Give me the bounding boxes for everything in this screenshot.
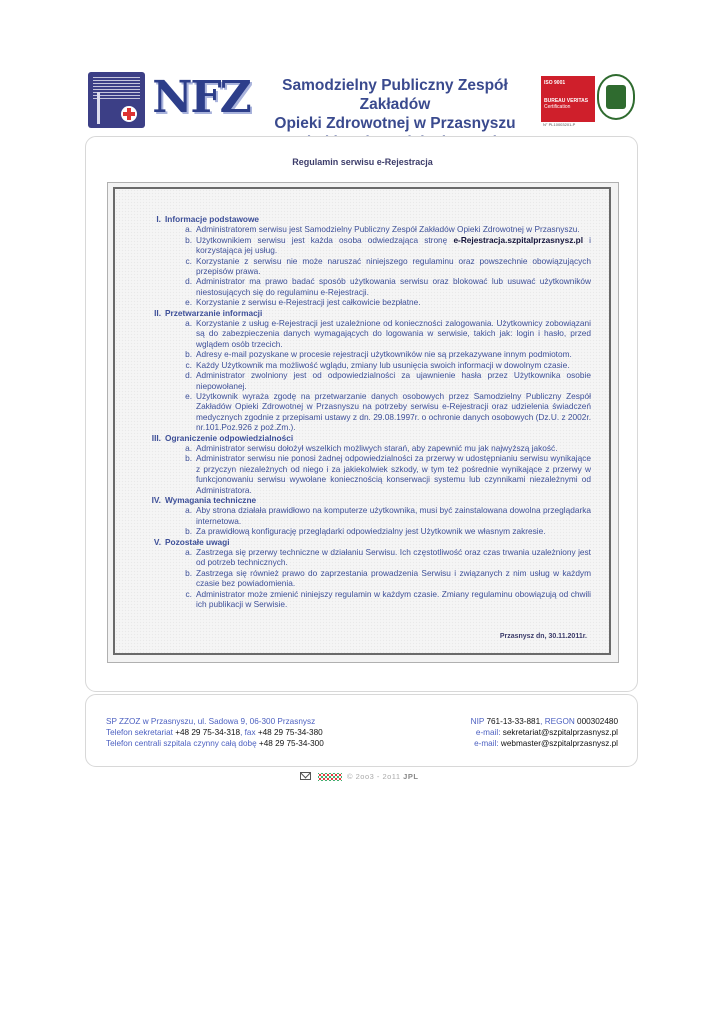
regulation-item <box>185 547 591 568</box>
regulation-item <box>185 453 591 495</box>
item-letter: c. <box>185 255 192 266</box>
item-letter: a. <box>185 318 192 329</box>
item-text: Korzystanie z serwisu nie może naruszać niniejszego regulaminu oraz powszechnie obowiązujących przepisów prawa. <box>196 255 591 277</box>
color-dots-icon <box>318 773 342 781</box>
email-label: e-mail: <box>474 739 501 748</box>
item-text: Administrator ma prawo badać sposób użytkowania serwisu oraz blokować lub usuwać użytkowników niestosujących się do regulaminu e-Rejestracji. <box>196 276 591 297</box>
regulations-list <box>119 214 591 609</box>
nip-value: 761-13-33-881 <box>486 717 541 726</box>
section-heading <box>119 308 591 318</box>
regulation-section <box>119 214 591 308</box>
site-link[interactable]: e-Rejestracja.szpitalprzasnysz.pl <box>453 234 584 245</box>
regon-value: 000302480 <box>577 717 618 726</box>
secretary-label: Telefon sekretariat <box>106 728 176 737</box>
section-items <box>119 318 591 432</box>
regulation-section <box>119 495 591 537</box>
nfz-logo-text: NFZ <box>152 74 250 123</box>
caduceus-icon <box>97 92 100 124</box>
item-text: Administrator zwolniony jest od odpowiedzialności za ujawnienie hasła przez Użytkownika osobie niepowołanej. <box>196 370 591 391</box>
site-title-line-2: Opieki Zdrowotnej w Przasnyszu <box>274 115 516 132</box>
footer-identifiers <box>400 716 618 749</box>
section-heading-text: Informacje podstawowe <box>165 214 260 224</box>
section-heading-text: Przetwarzanie informacji <box>165 307 263 318</box>
item-letter: b. <box>185 526 192 537</box>
section-heading <box>119 537 591 547</box>
item-text: Administratorem serwisu jest Samodzielny Publiczny Zespół Zakładów Opieki Zdrowotnej w Przasnyszu. <box>196 224 580 235</box>
item-letter: b. <box>185 567 192 578</box>
section-number: V. <box>153 536 161 547</box>
footer-nip-regon <box>400 716 618 727</box>
regulation-item <box>185 588 591 610</box>
regulation-section <box>119 433 591 495</box>
section-heading-text: Pozostałe uwagi <box>165 536 230 547</box>
bottom-bar <box>0 771 725 785</box>
regulation-item <box>185 255 591 277</box>
regulation-item <box>185 359 591 370</box>
regulation-item <box>185 318 591 349</box>
footer-address: SP ZZOZ w Przasnyszu, ul. Sadowa 9, 06-300 Przasnysz <box>106 717 316 726</box>
nip-label: NIP <box>470 717 487 726</box>
section-items <box>119 224 591 307</box>
footer-contact <box>106 716 324 749</box>
item-text: Użytkownikiem serwisu jest każda osoba odwiedzająca stronę <box>196 234 454 245</box>
section-items <box>119 443 591 495</box>
footer-email-secretary <box>400 727 618 738</box>
email-label: e-mail: <box>475 728 503 737</box>
item-text: Administrator może zmienić niniejszy regulamin w każdym czasie. Zmiany regulaminu obowiązują od chwili ich publikacji w Serwisie. <box>196 588 591 610</box>
hospital-logo[interactable] <box>88 72 145 128</box>
item-letter: d. <box>185 276 192 287</box>
regulations-date: Przasnysz dn, 30.11.2011r. <box>499 633 587 640</box>
regulation-section <box>119 308 591 433</box>
email-secretary-link[interactable]: sekretariat@szpitalprzasnysz.pl <box>502 728 618 737</box>
fax-label: , fax <box>240 728 258 737</box>
section-items <box>119 505 591 536</box>
item-text: Zastrzega się przerwy techniczne w działaniu Serwisu. Ich częstotliwość oraz czas trwania uzależniony jest od potrzeb technicznych. <box>196 547 591 568</box>
switchboard-label: Telefon centrali szpitala czynny całą dobę <box>106 739 259 748</box>
regulation-item <box>185 526 591 537</box>
section-heading-text: Wymagania techniczne <box>165 494 257 505</box>
item-letter: c. <box>185 359 192 370</box>
item-letter: a. <box>185 442 192 453</box>
section-number: I. <box>156 214 161 224</box>
item-letter: d. <box>185 370 192 381</box>
copyright-author: JPL <box>403 772 419 781</box>
regulation-item <box>185 442 591 453</box>
page-header <box>88 70 636 132</box>
item-letter: e. <box>185 297 192 308</box>
nfz-logo[interactable] <box>150 74 252 128</box>
section-number: II. <box>154 307 161 318</box>
iso-certificate-badge <box>541 76 595 122</box>
certification-label: Certification <box>544 104 571 110</box>
mail-icon[interactable] <box>300 772 311 780</box>
section-number: III. <box>151 432 161 443</box>
item-letter: b. <box>185 453 192 464</box>
secretary-phone[interactable]: +48 29 75-34-318 <box>175 728 241 737</box>
email-webmaster-link[interactable]: webmaster@szpitalprzasnysz.pl <box>500 739 618 748</box>
regulation-item <box>185 234 592 256</box>
item-text: Za prawidłową konfigurację przeglądarki odpowiedzialny jest Użytkownik we własnym zakresie. <box>196 526 546 537</box>
regulation-item <box>185 276 591 297</box>
item-letter: a. <box>185 547 192 557</box>
regulation-item <box>185 567 591 589</box>
section-heading <box>119 433 591 443</box>
switchboard-phone[interactable]: +48 29 75-34-300 <box>258 739 324 748</box>
footer-email-webmaster <box>400 738 618 749</box>
section-heading-text: Ograniczenie odpowiedzialności <box>165 432 294 443</box>
regulation-item <box>185 224 591 235</box>
item-text: Adresy e-mail pozyskane w procesie rejestracji użytkowników nie są przekazywane innym podmiotom. <box>196 349 572 360</box>
item-letter: b. <box>185 349 192 360</box>
regulation-item <box>185 505 591 526</box>
item-text: Zastrzega się również prawo do zaprzestania prowadzenia Serwisu i związanych z nim usług w każdym czasie bez powiadomienia. <box>196 567 591 589</box>
item-letter: a. <box>185 505 192 516</box>
item-text: Administrator serwisu dołożył wszelkich możliwych starań, aby zapewnić mu jak najwyższą jakość. <box>196 442 558 453</box>
item-letter: a. <box>185 224 192 235</box>
section-items <box>119 547 591 609</box>
item-text: i korzystająca jej usług. <box>196 234 592 256</box>
section-heading <box>119 495 591 505</box>
footer-phones <box>106 727 324 738</box>
item-letter: b. <box>185 234 192 245</box>
bureau-veritas-label: BUREAU VERITAS <box>544 98 589 104</box>
regon-label: , REGON <box>540 717 578 726</box>
hospital-logo-text <box>93 77 140 99</box>
item-text: Korzystanie z usług e-Rejestracji jest uzależnione od konieczności zalogowania. Użytkownicy zobowiązani są do zabezpieczenia danych wymagających do logowania w serwisie, takich jak: login i hasło, przed wglądem osób trzecich. <box>196 318 591 349</box>
item-letter: c. <box>185 588 192 599</box>
page-title: Regulamin serwisu e-Rejestracja <box>292 157 433 167</box>
regulation-item <box>185 370 591 391</box>
copyright-text: © 2oo3 - 2o11 <box>347 772 404 781</box>
regulation-item <box>185 349 591 360</box>
iso-label: ISO 9001 <box>544 80 566 86</box>
regulation-item <box>185 297 591 308</box>
certificate-number: N° PL10003201-P <box>543 122 576 127</box>
red-cross-icon <box>121 106 137 122</box>
regulation-item <box>185 390 591 433</box>
bureau-veritas-seal-icon <box>597 74 635 120</box>
section-number: IV. <box>151 494 161 505</box>
section-heading <box>119 214 591 224</box>
item-text: Aby strona działała prawidłowo na komputerze użytkownika, musi być zainstalowana dowolna przeglądarka internetowa. <box>196 505 591 526</box>
item-letter: e. <box>185 390 192 401</box>
item-text: Administrator serwisu nie ponosi żadnej odpowiedzialności za przerwy w udostępnianiu serwisu wynikające z przyczyn niezależnych od niego i za jakiekolwiek szkody, w tym też pośrednie wynikające z przerwy w funkcjonowaniu serwisu wywołane koniecznością konserwacji systemu lub czynnikami niezależnymi od Administratora. <box>196 453 591 495</box>
footer-switchboard <box>106 738 324 749</box>
item-text: Korzystanie z serwisu e-Rejestracji jest całkowicie bezpłatne. <box>196 297 421 308</box>
fax-number: +48 29 75-34-380 <box>257 728 323 737</box>
site-title-line-1: Samodzielny Publiczny Zespół Zakładów <box>282 77 508 113</box>
item-text: Każdy Użytkownik ma możliwość wglądu, zmiany lub usunięcia swoich informacji w dowolnym czasie. <box>196 359 570 370</box>
copyright <box>347 772 418 781</box>
regulation-section <box>119 537 591 610</box>
item-text: Użytkownik wyraża zgodę na przetwarzanie danych osobowych przez Samodzielny Publiczny Zespół Zakładów Opieki Zdrowotnej w Przasnyszu na potrzeby serwisu e-Rejestracji oraz udzielenia świadczeń medycznych zgodnie z przepisami ustawy z dn. 29.08.1997r. o ochronie danych osobowych (Dz.U. z 2002r. nr.101.Poz.926 z poź.Zm.). <box>196 390 591 433</box>
